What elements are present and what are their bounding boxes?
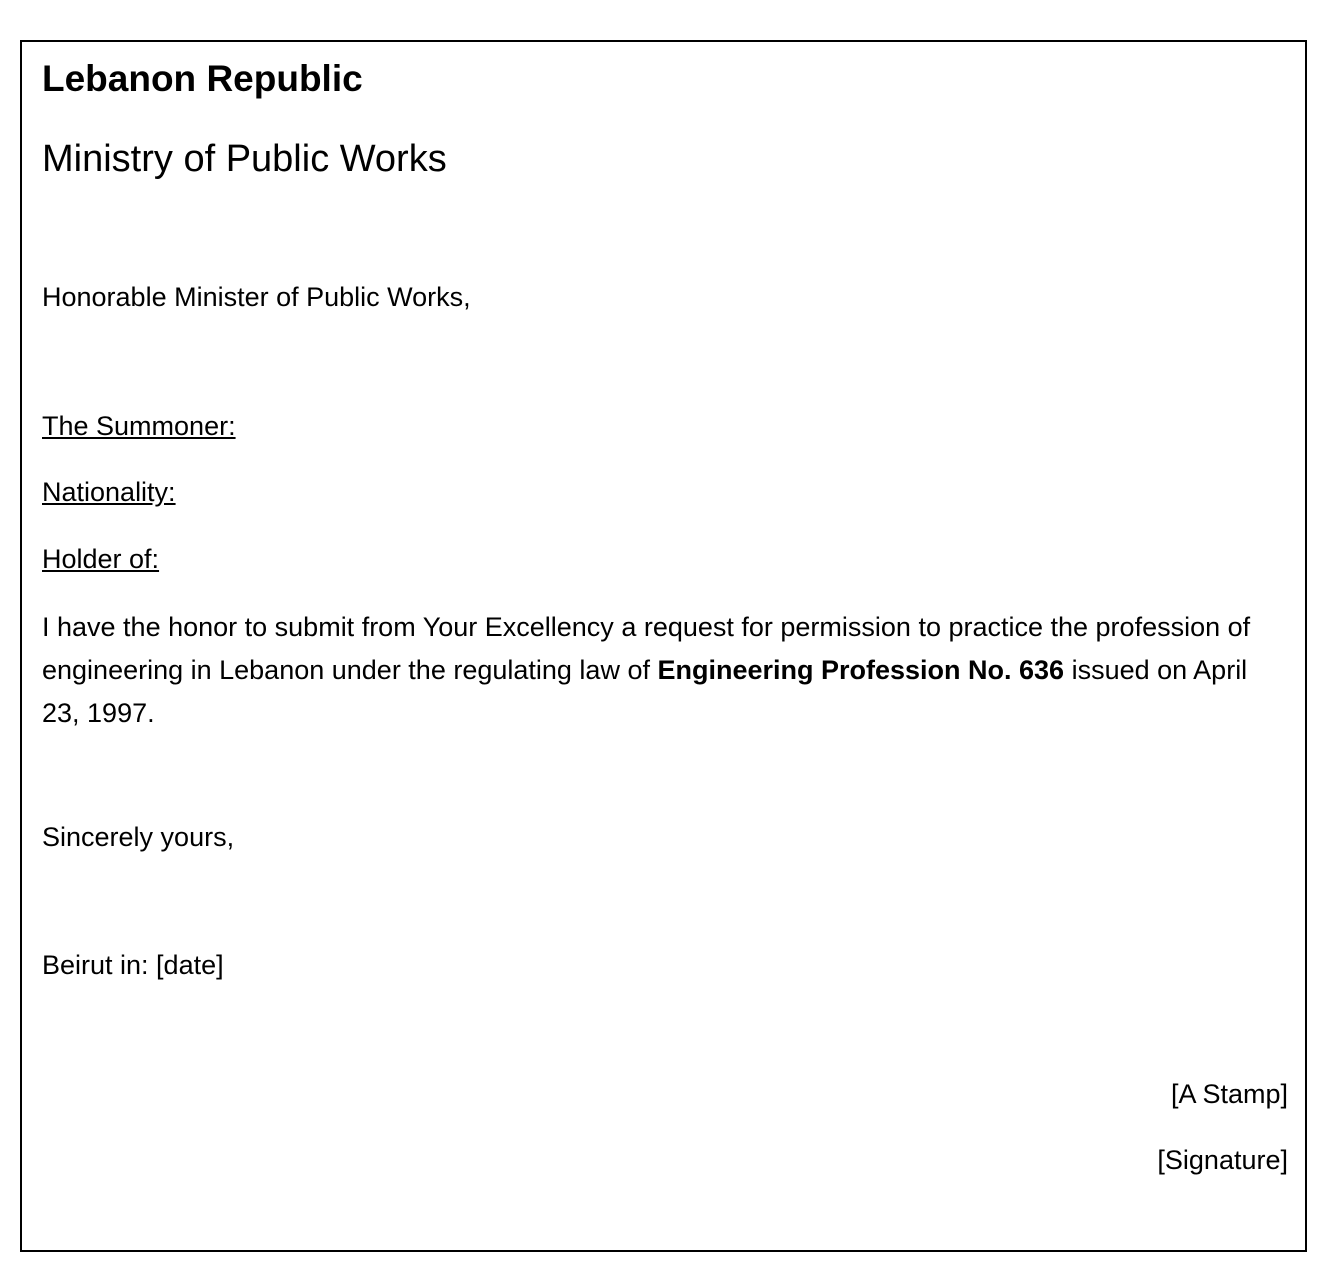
holder-label: Holder of: <box>42 544 160 574</box>
request-text-before: I have the honor to submit from Your Excellency a request for permission to practice the profession of engineering in Lebanon under the regulating law of <box>42 612 1251 685</box>
request-paragraph <box>42 606 1292 735</box>
summoner-label: The Summoner: <box>42 411 236 441</box>
salutation: Honorable Minister of Public Works, <box>42 282 471 312</box>
signature-placeholder: [Signature] <box>1157 1145 1288 1175</box>
country-heading: Lebanon Republic <box>42 58 363 99</box>
stamp-placeholder: [A Stamp] <box>1170 1079 1288 1109</box>
law-reference: Engineering Profession No. 636 <box>657 655 1065 685</box>
request-text-after: issued on April 23, 1997. <box>42 655 1248 728</box>
closing: Sincerely yours, <box>42 822 235 852</box>
place-date: Beirut in: [date] <box>42 950 224 980</box>
nationality-label: Nationality: <box>42 477 176 507</box>
ministry-heading: Ministry of Public Works <box>42 138 447 180</box>
